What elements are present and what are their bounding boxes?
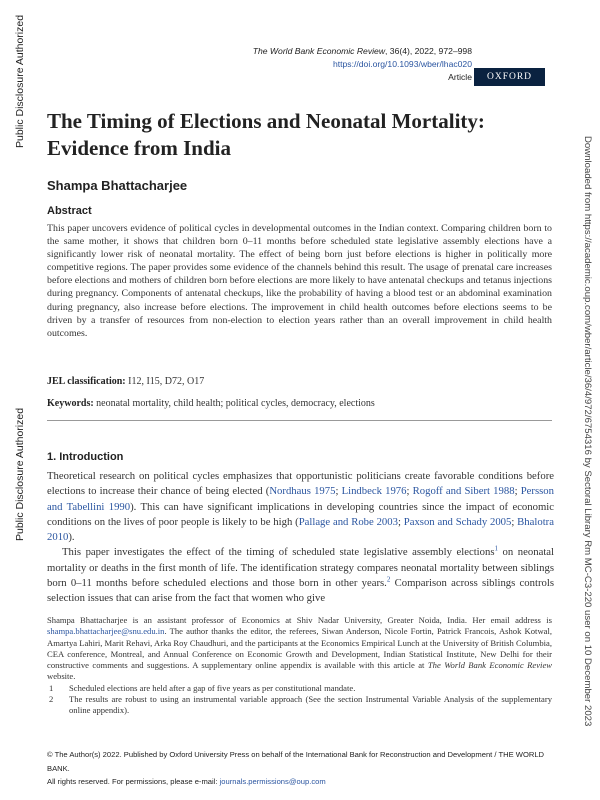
download-note: Downloaded from https://academic.oup.com/wber/article/36/4/972/6754316 by Sectoral Library Rm MC-C3-220 user on 10 December 2023 bbox=[582, 136, 593, 727]
footnote-2 bbox=[47, 694, 552, 717]
right-margin-strip bbox=[574, 0, 600, 800]
title-line-1: The Timing of Elections and Neonatal Mortality: bbox=[47, 109, 485, 133]
citation-pallage-robe[interactable]: Pallage and Robe 2003 bbox=[298, 515, 398, 528]
author-note-journal: The World Bank Economic Review bbox=[427, 660, 552, 671]
citation-paxson-schady[interactable]: Paxson and Schady 2005 bbox=[403, 515, 512, 528]
p1-sep-3: ; bbox=[514, 485, 521, 498]
intro-paragraph-1 bbox=[47, 469, 554, 545]
footnote-ref-1[interactable]: 1 bbox=[494, 544, 498, 553]
citation-persson-tabellini[interactable]: Persson and Tabellini 1990 bbox=[47, 485, 554, 513]
journal-name: The World Bank Economic Review bbox=[252, 46, 386, 56]
footnote-area bbox=[47, 615, 552, 717]
footnote-number: 2 bbox=[49, 694, 54, 705]
copyright-line-2 bbox=[47, 775, 557, 789]
copyright-line-1: © The Author(s) 2022. Published by Oxford University Press on behalf of the International Bank for Reconstruction and Development / THE WORLD BANK. bbox=[47, 750, 545, 773]
journal-volume: , 36(4), 2022, 972–998 bbox=[385, 46, 472, 56]
publisher-logo: OXFORD bbox=[474, 68, 545, 86]
article-type: Article bbox=[448, 72, 472, 82]
section-divider bbox=[47, 420, 552, 421]
left-margin-strip bbox=[0, 0, 30, 800]
p1-sep-2: ; bbox=[406, 485, 413, 498]
abstract-text: This paper uncovers evidence of political cycles in developmental outcomes in the Indian context. Comparing children born to the same mother, it shows that children born 0–11 months before scheduled state legislative assembly elections have a significantly lower risk of neonatal mortality. The effect of being born just before elections is higher in politically more competitive regions. The paper provides some evidence of the channels behind this result. The usage of prenatal care increases before elections and mothers of children born before elections are more likely to have antenatal checkups and tetanus injections during pregnancy. Components of antenatal checkups, like the probability of having a blood test or an abdominal examination during pregnancy, also increase before elections. The improvement in child health outcomes before elections seems to be driven by a transfer of resources from non-election to election years rather than an overall improvement in child health outcomes. bbox=[47, 223, 552, 339]
section-heading-introduction: 1. Introduction bbox=[47, 451, 124, 463]
p1-text-b: ). This can have significant implications in developing countries since the impact of economic conditions on the lives of poor people is likely to be high ( bbox=[47, 500, 554, 528]
jel-label: JEL classification: bbox=[47, 376, 126, 387]
footnote-ref-2[interactable]: 2 bbox=[386, 575, 391, 584]
p2-text-b: on neonatal mortality or deaths in the first month of life. The identification strategy compares neonatal mortality between siblings born 0–11 months before scheduled elections and those born in other years. bbox=[47, 546, 554, 590]
citation-nordhaus[interactable]: Nordhaus 1975 bbox=[269, 485, 336, 498]
citation-rogoff-sibert[interactable]: Rogoff and Sibert 1988 bbox=[412, 485, 515, 498]
abstract-heading: Abstract bbox=[47, 205, 92, 217]
author-email-link[interactable]: shampa.bhattacharjee@snu.edu.in bbox=[47, 626, 165, 637]
author-note-b: . The author thanks the editor, the referees, Siwan Anderson, Nicole Fortin, Patrick Francois, Ashok Kotwal, Amartya Lahiri, Marit Rehavi, Arka Roy Chaudhuri, and the participants at the Economics Empirical Lunch at the University of British Columbia, CEA conference, Montreal, and Annual Conference on Economic Growth and Development, Indian Statistical Institute, New Delhi for their constructive comments and suggestions. A supplementary online appendix is available with this article at bbox=[47, 626, 552, 671]
p1-sep-4: ; bbox=[397, 515, 404, 528]
author-affiliation-note bbox=[47, 615, 552, 683]
citation-lindbeck[interactable]: Lindbeck 1976 bbox=[341, 485, 407, 498]
intro-paragraph-2 bbox=[47, 545, 554, 606]
jel-classification bbox=[47, 376, 204, 387]
keywords-text: neonatal mortality, child health; political cycles, democracy, elections bbox=[96, 398, 375, 409]
journal-header bbox=[253, 45, 472, 84]
permissions-email-link[interactable]: journals.permissions@oup.com bbox=[219, 777, 326, 786]
p1-text-end: ). bbox=[68, 531, 75, 544]
footnote-1 bbox=[47, 683, 552, 694]
jel-codes: I12, I15, D72, O17 bbox=[128, 376, 205, 387]
keywords-label: Keywords: bbox=[47, 398, 94, 409]
introduction-text bbox=[47, 469, 554, 607]
footnote-number: 1 bbox=[49, 682, 54, 693]
p2-text-c: Comparison across siblings controls selection issues that can arise from the fact that women who give bbox=[47, 577, 554, 605]
author-name: Shampa Bhattacharjee bbox=[47, 178, 188, 193]
citation-bhalotra[interactable]: Bhalotra 2010 bbox=[47, 515, 554, 544]
author-note-c: website. bbox=[47, 671, 76, 682]
footnote-list bbox=[47, 683, 552, 717]
doi-link[interactable]: https://doi.org/10.1093/wber/lhac020 bbox=[332, 59, 472, 69]
footnote-text: Scheduled elections are held after a gap of five years as per constitutional mandate. bbox=[69, 682, 356, 693]
footnote-text: The results are robust to using an instrumental variable approach (See the section Instrumental Variable Analysis of the supplementary online appendix). bbox=[69, 694, 552, 716]
journal-citation bbox=[253, 45, 472, 58]
keywords bbox=[47, 398, 375, 409]
p1-sep-5: ; bbox=[511, 515, 518, 528]
p1-sep-1: ; bbox=[335, 485, 342, 498]
article-title bbox=[47, 108, 547, 162]
disclosure-label-bottom: Public Disclosure Authorized bbox=[14, 407, 26, 541]
copyright-line-2-text: All rights reserved. For permissions, please e-mail: bbox=[47, 777, 220, 786]
p1-text-a: Theoretical research on political cycles emphasizes that opportunistic politicians create favorable conditions before elections to increase their chance of being elected ( bbox=[47, 470, 554, 498]
author-note-a: Shampa Bhattacharjee is an assistant professor of Economics at Shiv Nadar University, Greater Noida, India. Her email address is bbox=[47, 615, 552, 625]
p2-text-a: This paper investigates the effect of the timing of scheduled state legislative assembly elections bbox=[62, 546, 495, 559]
disclosure-label-top: Public Disclosure Authorized bbox=[14, 14, 26, 148]
copyright-notice bbox=[47, 748, 557, 789]
title-line-2: Evidence from India bbox=[47, 136, 231, 160]
